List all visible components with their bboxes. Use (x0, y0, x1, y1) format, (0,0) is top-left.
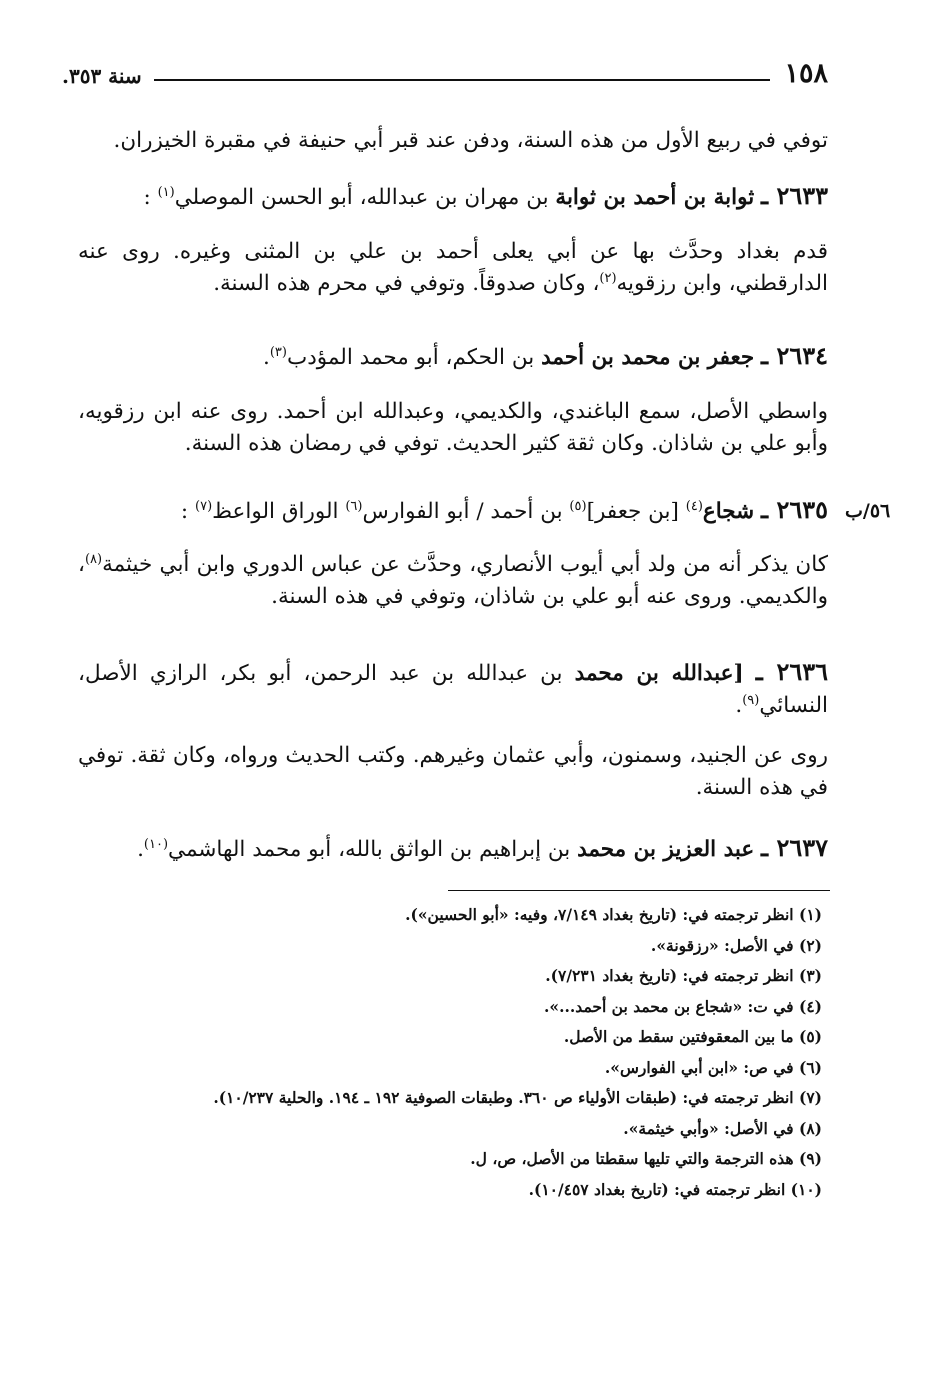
footnote-item: (١) انظر ترجمته في: (تاريخ بغداد ٧/١٤٩، وفيه: «أبو الحسين»). (405, 905, 822, 924)
paragraph-death-note: توفي في ربيع الأول من هذه السنة، ودفن عند قبر أبي حنيفة في مقبرة الخيزران. (113, 128, 828, 153)
footnote-ref: (٢) (599, 271, 617, 287)
entry-heading-2634 (60, 341, 828, 370)
entry-tail: . (262, 345, 270, 370)
entry-heading-2636 (78, 654, 828, 723)
footnotes-list (100, 900, 822, 1205)
entry-name: جعفر بن محمد بن أحمد (541, 345, 755, 370)
footnote-ref: (٩) (742, 693, 760, 709)
entry-number: ٢٦٣٦ ـ (755, 657, 829, 686)
footnote-item: (٤) في ت: «شجاع بن محمد بن أحمد...». (544, 996, 822, 1016)
footnote-ref: (١) (157, 184, 175, 200)
footnote-ref: (٥) (569, 498, 587, 514)
running-title: سنة ٣٥٣. (62, 64, 142, 88)
entry-lineage: بن عبدالله بن عبد الرحمن، أبو بكر، الرازي الأصل، النسائي (78, 661, 828, 719)
footnote-ref: (٧) (195, 498, 213, 514)
paragraph-2634: واسطي الأصل، سمع الباغندي، والكديمي، وعبدالله ابن أحمد. روى عنه ابن رزقويه، وأبو علي بن شاذان. وكان ثقة كثير الحديث. توفي في رمضان هذه السنة. (78, 399, 828, 457)
paragraph-2635 (78, 549, 828, 614)
footnote-item: (١٠) انظر ترجمته في: (تاريخ بغداد ١٠/٤٥٧). (528, 1179, 822, 1199)
running-header (62, 58, 828, 94)
entry-bracket: [بن جعفر] (586, 499, 679, 524)
footnote-ref: (١٠) (143, 836, 169, 852)
entry-lineage: بن إبراهيم بن الواثق بالله، أبو محمد الهاشمي (168, 837, 571, 862)
footnote-ref: (٨) (84, 551, 103, 567)
footnote-item: (٧) انظر ترجمته في: (طبقات الأولياء ص ٣٦٠. وطبقات الصوفية ١٩٢ ـ ١٩٤. والحلية ١٠/٢٣٧). (213, 1088, 822, 1107)
paragraph-text: كان يذكر أنه من ولد أبي أيوب الأنصاري، وحدَّث عن عباس الدوري وابن أبي خيثمة (102, 552, 828, 577)
paragraph-tail: ، وكان صدوقاً. وتوفي في محرم هذه السنة. (213, 271, 600, 297)
paragraph-tail: ، والكديمي. وروى عنه أبو علي بن شاذان، وتوفي في هذه السنة. (78, 552, 828, 610)
footnote-rule (448, 890, 830, 891)
entry-number: ٢٦٣٣ ـ (761, 181, 828, 210)
paragraph-2636: روى عن الجنيد، وسمنون، وأبي عثمان وغيرهم. وكتب الحديث ورواه، وكان ثقة. توفي في هذه السنة. (78, 743, 828, 801)
footnote-item: (٦) في ص: «ابن أبي الفوارس». (604, 1057, 822, 1077)
entry-tail: : (143, 185, 151, 210)
entry-lineage: بن الحكم، أبو محمد المؤدب (286, 345, 535, 370)
footnote-item: (٣) انظر ترجمته في: (تاريخ بغداد ٧/٢٣١). (545, 966, 822, 985)
margin-folio-note: ٥٦/ب (845, 500, 891, 522)
entry-tail: . (735, 693, 743, 719)
page-number: ١٥٨ (784, 58, 828, 89)
footnote-item: (٨) في الأصل: «وأبي خيثمة». (623, 1118, 822, 1138)
entry-lineage: بن مهران بن عبدالله، أبو الحسن الموصلي (174, 185, 549, 210)
paragraph-text: قدم بغداد وحدَّث بها عن أبي يعلى أحمد بن علي بن المثنى وغيره. روى عنه الدارقطني، وابن رزقويه (78, 239, 828, 297)
entry-name: عبد العزيز بن محمد (577, 837, 755, 862)
footnote-item: (٩) هذه الترجمة والتي تليها سقطتا من الأصل، ص، ل. (470, 1149, 822, 1168)
entry-name: شجاع (702, 499, 755, 524)
entry-lineage-2: الوراق الواعظ (212, 499, 339, 524)
entry-lineage: بن أحمد / أبو الفوارس (362, 499, 563, 524)
entry-heading-2635 (60, 495, 828, 524)
entry-heading-2633 (60, 181, 828, 210)
entry-tail: . (137, 837, 144, 862)
footnote-ref: (٤) (685, 498, 703, 514)
entry-tail: : (180, 499, 189, 524)
footnote-item: (٥) ما بين المعقوفتين سقط من الأصل. (563, 1027, 822, 1046)
entry-name: [عبدالله بن محمد (574, 661, 744, 686)
entry-number: ٢٦٣٥ ـ (761, 495, 828, 524)
entry-number: ٢٦٣٤ ـ (761, 341, 828, 370)
header-rule (154, 79, 770, 81)
footnote-ref: (٣) (269, 344, 287, 360)
entry-name: ثوابة بن أحمد بن ثوابة (555, 185, 755, 210)
entry-heading-2637 (60, 833, 828, 862)
footnote-ref: (٦) (345, 498, 363, 514)
paragraph-2633 (78, 236, 828, 301)
entry-number: ٢٦٣٧ ـ (761, 833, 828, 862)
footnote-item: (٢) في الأصل: «رزقونة». (650, 935, 822, 955)
